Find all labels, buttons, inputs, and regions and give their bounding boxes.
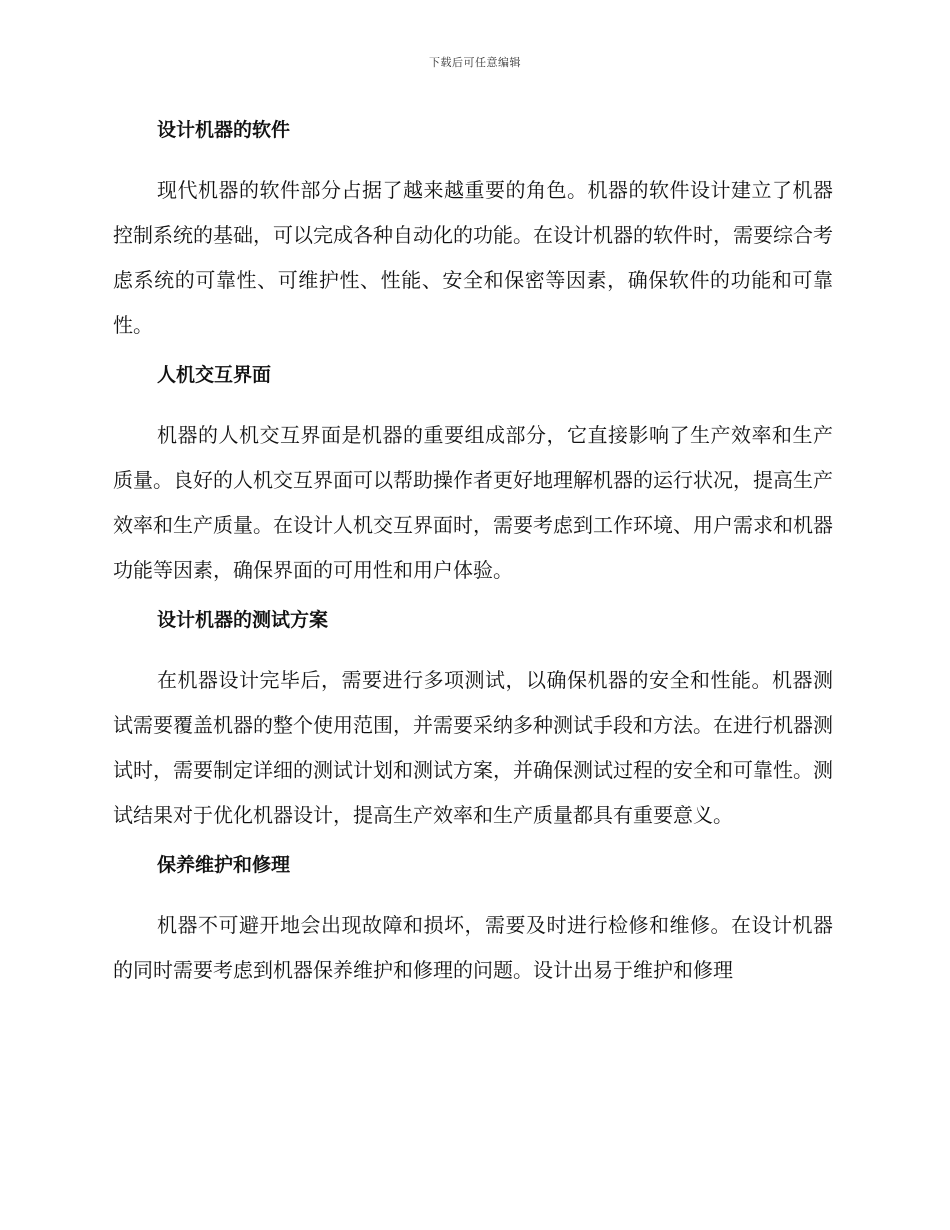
section-heading-testing: 设计机器的测试方案 <box>157 609 329 631</box>
section-heading-maintenance: 保养维护和修理 <box>157 854 291 876</box>
section-heading-hmi: 人机交互界面 <box>157 364 272 386</box>
page-header: 下载后可任意编辑 <box>429 56 521 69</box>
section-paragraph-testing: 在机器设计完毕后，需要进行多项测试，以确保机器的安全和性能。机器测试需要覆盖机器的整个使用范围，并需要采纳多种测试手段和方法。在进行机器测试时，需要制定详细的测试计划和测试方案，并确保测试过程的安全和可靠性。测试结果对于优化机器设计，提高生产效率和生产质量都具有重要意义。 <box>113 668 833 827</box>
section-paragraph-maintenance: 机器不可避开地会出现故障和损坏，需要及时进行检修和维修。在设计机器的同时需要考虑到机器保养维护和修理的问题。设计出易于维护和修理 <box>113 913 833 982</box>
section-paragraph-hmi: 机器的人机交互界面是机器的重要组成部分，它直接影响了生产效率和生产质量。良好的人机交互界面可以帮助操作者更好地理解机器的运行状况，提高生产效率和生产质量。在设计人机交互界面时，需要考虑到工作环境、用户需求和机器功能等因素，确保界面的可用性和用户体验。 <box>113 423 833 582</box>
section-heading-software: 设计机器的软件 <box>157 119 291 141</box>
document-body <box>113 113 833 993</box>
section-paragraph-software: 现代机器的软件部分占据了越来越重要的角色。机器的软件设计建立了机器控制系统的基础，可以完成各种自动化的功能。在设计机器的软件时，需要综合考虑系统的可靠性、可维护性、性能、安全和保密等因素，确保软件的功能和可靠性。 <box>113 178 833 337</box>
